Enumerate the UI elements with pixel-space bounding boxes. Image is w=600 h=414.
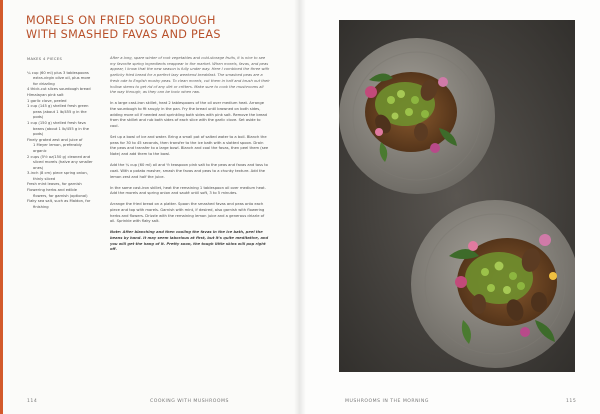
- accent-bar: [0, 0, 3, 414]
- ingredient-line: 4 thick-cut slices sourdough bread: [27, 87, 91, 92]
- ingredient-continuation: peas (about 1 lb/455 g in the: [33, 109, 87, 114]
- ingredient-line: 3-inch (8 cm) piece spring onion,: [27, 171, 88, 176]
- ingredient-line: Flowering herbs and edible: [27, 188, 78, 193]
- ingredient-continuation: sliced morels (halve any smaller: [33, 160, 93, 165]
- ingredient-item: [27, 188, 105, 199]
- ingredient-item: [27, 104, 105, 121]
- ingredient-continuation: beans (about 1 lb/455 g in the: [33, 126, 89, 131]
- ingredient-continuation: for drizzling: [33, 81, 55, 86]
- ingredient-line: Finely grated zest and juice of: [27, 137, 83, 142]
- ingredient-item: [27, 138, 105, 155]
- running-head-right: MUSHROOMS IN THE MORNING: [345, 399, 429, 404]
- ingredient-continuation: extra-virgin olive oil, plus more: [33, 76, 91, 81]
- page-number-right: 115: [566, 399, 577, 404]
- ingredient-continuation: ones): [33, 165, 44, 170]
- ingredient-line: Fresh mint leaves, for garnish: [27, 182, 82, 187]
- recipe-note: Note: After blanching and then cooling the favas in the ice bath, peel the beans by hand. It may seem laborious at first, but it's quite meditative, and you will get the hang of it. Pretty soon, the tough little skins will pop right off.: [110, 230, 269, 252]
- running-head-left: COOKING WITH MUSHROOMS: [150, 399, 229, 404]
- food-photo: [339, 20, 575, 372]
- ingredient-item: [27, 121, 105, 138]
- ingredient-line: 2 cups (5½ oz/150 g) cleaned and: [27, 154, 91, 159]
- recipe-title-line-2: WITH SMASHED FAVAS AND PEAS: [26, 28, 221, 41]
- ingredient-continuation: thinly sliced: [33, 176, 56, 181]
- ingredient-continuation: pods): [33, 132, 44, 137]
- ingredient-item: [27, 155, 105, 172]
- recipe-yield: MAKES 4 PIECES: [27, 57, 63, 61]
- ingredient-line: 1 garlic clove, peeled: [27, 98, 67, 103]
- ingredient-item: [27, 71, 105, 88]
- ingredient-line: Himalayan pink salt: [27, 92, 64, 97]
- ingredients-list: [27, 57, 105, 210]
- book-gutter: [294, 0, 306, 414]
- method-step-3: Add the ¼ cup (60 ml) oil and ½ teaspoon pink salt to the peas and favas and toss to coat. With a potato masher, smash the favas and peas to a chunky texture. Add the lemon zest and half the juice.: [110, 163, 268, 179]
- photo-illustration: [339, 20, 575, 372]
- ingredient-line: 1 cup (150 g) shelled fresh fava: [27, 120, 86, 125]
- page-number-left: 114: [27, 399, 38, 404]
- ingredient-item: [27, 199, 105, 210]
- ingredient-items: [27, 71, 105, 211]
- ingredient-continuation: flowers, for garnish (optional): [33, 193, 88, 198]
- method-step-4: In the same cast-iron skillet, heat the remaining 1 tablespoon oil over medium heat. Add the morels and spring onion and sauté until soft, 3 to 5 minutes.: [110, 185, 266, 196]
- recipe-title-line-1: MORELS ON FRIED SOURDOUGH: [26, 14, 216, 27]
- ingredient-item: [27, 171, 105, 182]
- ingredient-line: ¼ cup (60 ml) plus 3 tablespoons: [27, 70, 89, 75]
- ingredient-continuation: organic: [33, 148, 47, 153]
- recipe-intro: After a long, spare winter of root vegetables and cold-storage fruits, it is nice to see my favorite spring ingredients reappear in the market. When morels, favas, and peas appear, I know that the new season is fully under way. Here I combined the three with garlicky fried bread for a perfect lazy weekend breakfast. The smashed peas are a fresh ode to English mushy peas. To clean morels, cut them in half and brush out their hollow stems to get rid of any dirt or critters. Make sure to cook the mushrooms all the way through, as they can be toxic when raw.: [110, 56, 270, 95]
- ingredient-line: Flaky sea salt, such as Maldon, for: [27, 199, 91, 204]
- method-step-2: Set up a bowl of ice and water. Bring a small pot of salted water to a boil. Blanch the peas for 30 to 45 seconds, then transfer to the ice bath with a slotted spoon. Drain the peas and transfer to a large bowl. Blanch and cool the favas, then peel them (see Note) and add them to the bowl.: [110, 135, 269, 157]
- ingredient-line: 1 cup (145 g) shelled fresh green: [27, 104, 89, 109]
- ingredient-continuation: 1 Meyer lemon, preferably: [33, 143, 82, 148]
- recipe-title: [26, 14, 296, 42]
- method-step-5: Arrange the fried bread on a platter. Spoon the smashed favas and peas onto each piece and top with morels. Garnish with mint, if desired, also garnish with flowering herbs and flowers. Drizzle with the remaining lemon juice and a generous drizzle of oil. Sprinkle with flaky salt.: [110, 202, 265, 224]
- ingredient-continuation: finishing: [33, 204, 49, 209]
- method-column: [110, 56, 270, 258]
- ingredient-continuation: pods): [33, 115, 44, 120]
- method-step-1: In a large cast-iron skillet, heat 2 tablespoons of the oil over medium heat. Arrange the sourdough to fit snugly in the pan. Fry the bread until browned on both sides, adding more oil if needed and sprinkling both sides with pink salt. Remove the bread from the skillet and rub both sides of each slice with the garlic clove. Set aside to cool.: [110, 101, 267, 129]
